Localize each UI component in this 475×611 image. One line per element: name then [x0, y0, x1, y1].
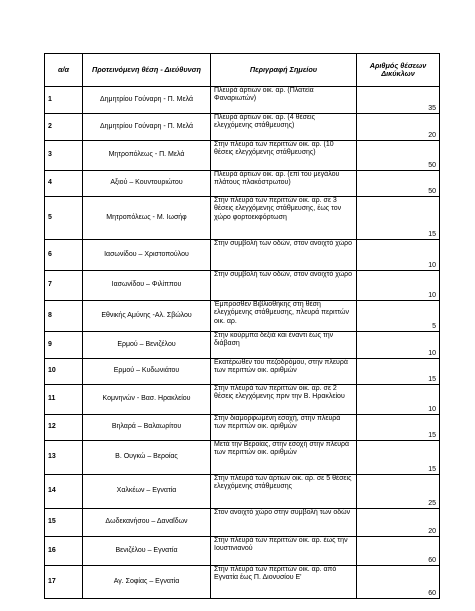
row-location: Αξιού – Κουντουριώτου [83, 171, 211, 197]
row-location: Δωδεκανήσου – Δαναΐδων [83, 509, 211, 537]
row-number: 7 [45, 271, 83, 301]
table-row [45, 240, 440, 271]
table-row [45, 197, 440, 240]
header-location: Προτεινόμενη θέση - Διεύθυνση [83, 54, 211, 87]
table-row [45, 301, 440, 332]
row-number: 14 [45, 475, 83, 509]
row-spaces: 60 [357, 566, 440, 599]
table-row [45, 141, 440, 171]
bicycle-parking-table [44, 53, 440, 599]
row-description: Στην συμβολή των οδών, στον ανοιχτό χώρο [211, 240, 357, 271]
row-description: Πλευρά άρτιων οικ. αρ. (4 θέσεις ελεγχόμενης στάθμευσης) [211, 114, 357, 141]
row-location: Βηλαρά – Βαλαωρίτου [83, 415, 211, 441]
row-location: Αγ. Σοφίας – Εγνατία [83, 566, 211, 599]
row-location: Ιασωνίδου – Φιλίππου [83, 271, 211, 301]
header-description: Περιγραφή Σημείου [211, 54, 357, 87]
row-number: 2 [45, 114, 83, 141]
table-row [45, 359, 440, 385]
row-spaces: 15 [357, 415, 440, 441]
row-description: Εκατέρωθεν του πεζοδρόμου, στην πλευρά των περιττών οικ. αριθμών [211, 359, 357, 385]
table-row [45, 537, 440, 566]
table-row [45, 385, 440, 415]
row-number: 5 [45, 197, 83, 240]
row-spaces: 5 [357, 301, 440, 332]
row-description: Μετά την Βεροίας, στην εσοχή στην πλευρά των περιττών οικ. αριθμών [211, 441, 357, 475]
table-row [45, 415, 440, 441]
row-location: Β. Ουγκώ – Βεροίας [83, 441, 211, 475]
row-number: 17 [45, 566, 83, 599]
row-spaces: 15 [357, 441, 440, 475]
row-number: 15 [45, 509, 83, 537]
row-spaces: 10 [357, 332, 440, 359]
row-location: Ερμού – Κυδωνιάτου [83, 359, 211, 385]
table-row [45, 566, 440, 599]
row-spaces: 50 [357, 171, 440, 197]
row-location: Δημητρίου Γούναρη - Π. Μελά [83, 114, 211, 141]
row-spaces: 25 [357, 475, 440, 509]
row-location: Βενιζέλου – Εγνατία [83, 537, 211, 566]
row-number: 11 [45, 385, 83, 415]
table-header-row [45, 54, 440, 87]
table-row [45, 441, 440, 475]
table-row [45, 509, 440, 537]
row-location: Δημητρίου Γούναρη - Π. Μελά [83, 87, 211, 114]
row-location: Μητροπόλεως - Μ. Ιωσήφ [83, 197, 211, 240]
table-row [45, 114, 440, 141]
row-description: Πλευρά άρτιων οικ. αρ. (επί του μεγάλου πλάτους πλακόστρωτου) [211, 171, 357, 197]
row-spaces: 15 [357, 359, 440, 385]
row-spaces: 10 [357, 385, 440, 415]
row-number: 12 [45, 415, 83, 441]
row-description: Στην πλευρά των περιττών οικ. αρ. από Εγνατία έως Π. Διονυσίου Ε' [211, 566, 357, 599]
header-aa: α/α [45, 54, 83, 87]
row-location: Χαλκέων – Εγνατία [83, 475, 211, 509]
row-number: 10 [45, 359, 83, 385]
row-location: Ερμού – Βενιζέλου [83, 332, 211, 359]
row-description: Πλευρά άρτιων οικ. αρ. (Πλατεία Φαναριωτών) [211, 87, 357, 114]
row-description: Στην πλευρά των περιττών οικ. αρ. (10 θέσεις ελεγχόμενης στάθμευσης) [211, 141, 357, 171]
row-number: 8 [45, 301, 83, 332]
table-row [45, 332, 440, 359]
header-spaces: Αριθμός θέσεων Δικύκλων [357, 54, 440, 87]
table-row [45, 171, 440, 197]
table-row [45, 87, 440, 114]
row-description: Στην συμβολή των οδών, στον ανοιχτό χώρο [211, 271, 357, 301]
row-location: Εθνικής Αμύνης -Αλ. Σβώλου [83, 301, 211, 332]
table-row [45, 475, 440, 509]
row-spaces: 50 [357, 141, 440, 171]
row-description: Έμπροσθεν Βιβλιοθήκης στη θέση ελεγχόμενης στάθμευσης, πλευρά περιττών οικ. αρ. [211, 301, 357, 332]
row-spaces: 10 [357, 271, 440, 301]
row-number: 3 [45, 141, 83, 171]
row-description: Στην διαμορφωμένη εσοχή, στην πλευρά των περιττών οικ. αριθμών [211, 415, 357, 441]
row-description: Στην πλευρά των περιττών οικ. αρ. σε 3 θέσεις ελεγχόμενης στάθμευσης, έως τον χώρο φορτοεκφόρτωση [211, 197, 357, 240]
row-description: Στον ανοιχτό χώρο στην συμβολή των οδών [211, 509, 357, 537]
row-spaces: 60 [357, 537, 440, 566]
row-spaces: 10 [357, 240, 440, 271]
table-row [45, 271, 440, 301]
row-location: Κομνηνών - Βασ. Ηρακλείου [83, 385, 211, 415]
row-number: 4 [45, 171, 83, 197]
row-description: Στην πλευρά των περιττών οικ. αρ. σε 2 θέσεις ελεγχόμενης πριν την Β. Ηρακλείου [211, 385, 357, 415]
row-number: 13 [45, 441, 83, 475]
row-spaces: 35 [357, 87, 440, 114]
row-spaces: 20 [357, 509, 440, 537]
row-number: 6 [45, 240, 83, 271]
row-description: Στην πλευρά των περιττών οικ. αρ. έως την Ιουστινιανού [211, 537, 357, 566]
row-number: 9 [45, 332, 83, 359]
row-description: Στην κούρμπα δεξιά και έναντι έως την διάβαση [211, 332, 357, 359]
row-location: Μητροπόλεως - Π. Μελά [83, 141, 211, 171]
row-number: 1 [45, 87, 83, 114]
row-spaces: 15 [357, 197, 440, 240]
row-number: 16 [45, 537, 83, 566]
row-description: Στην πλευρά των άρτιων οικ. αρ. σε 5 θέσεις ελεγχόμενης στάθμευσης [211, 475, 357, 509]
row-location: Ιασωνίδου – Χριστοπούλου [83, 240, 211, 271]
row-spaces: 20 [357, 114, 440, 141]
